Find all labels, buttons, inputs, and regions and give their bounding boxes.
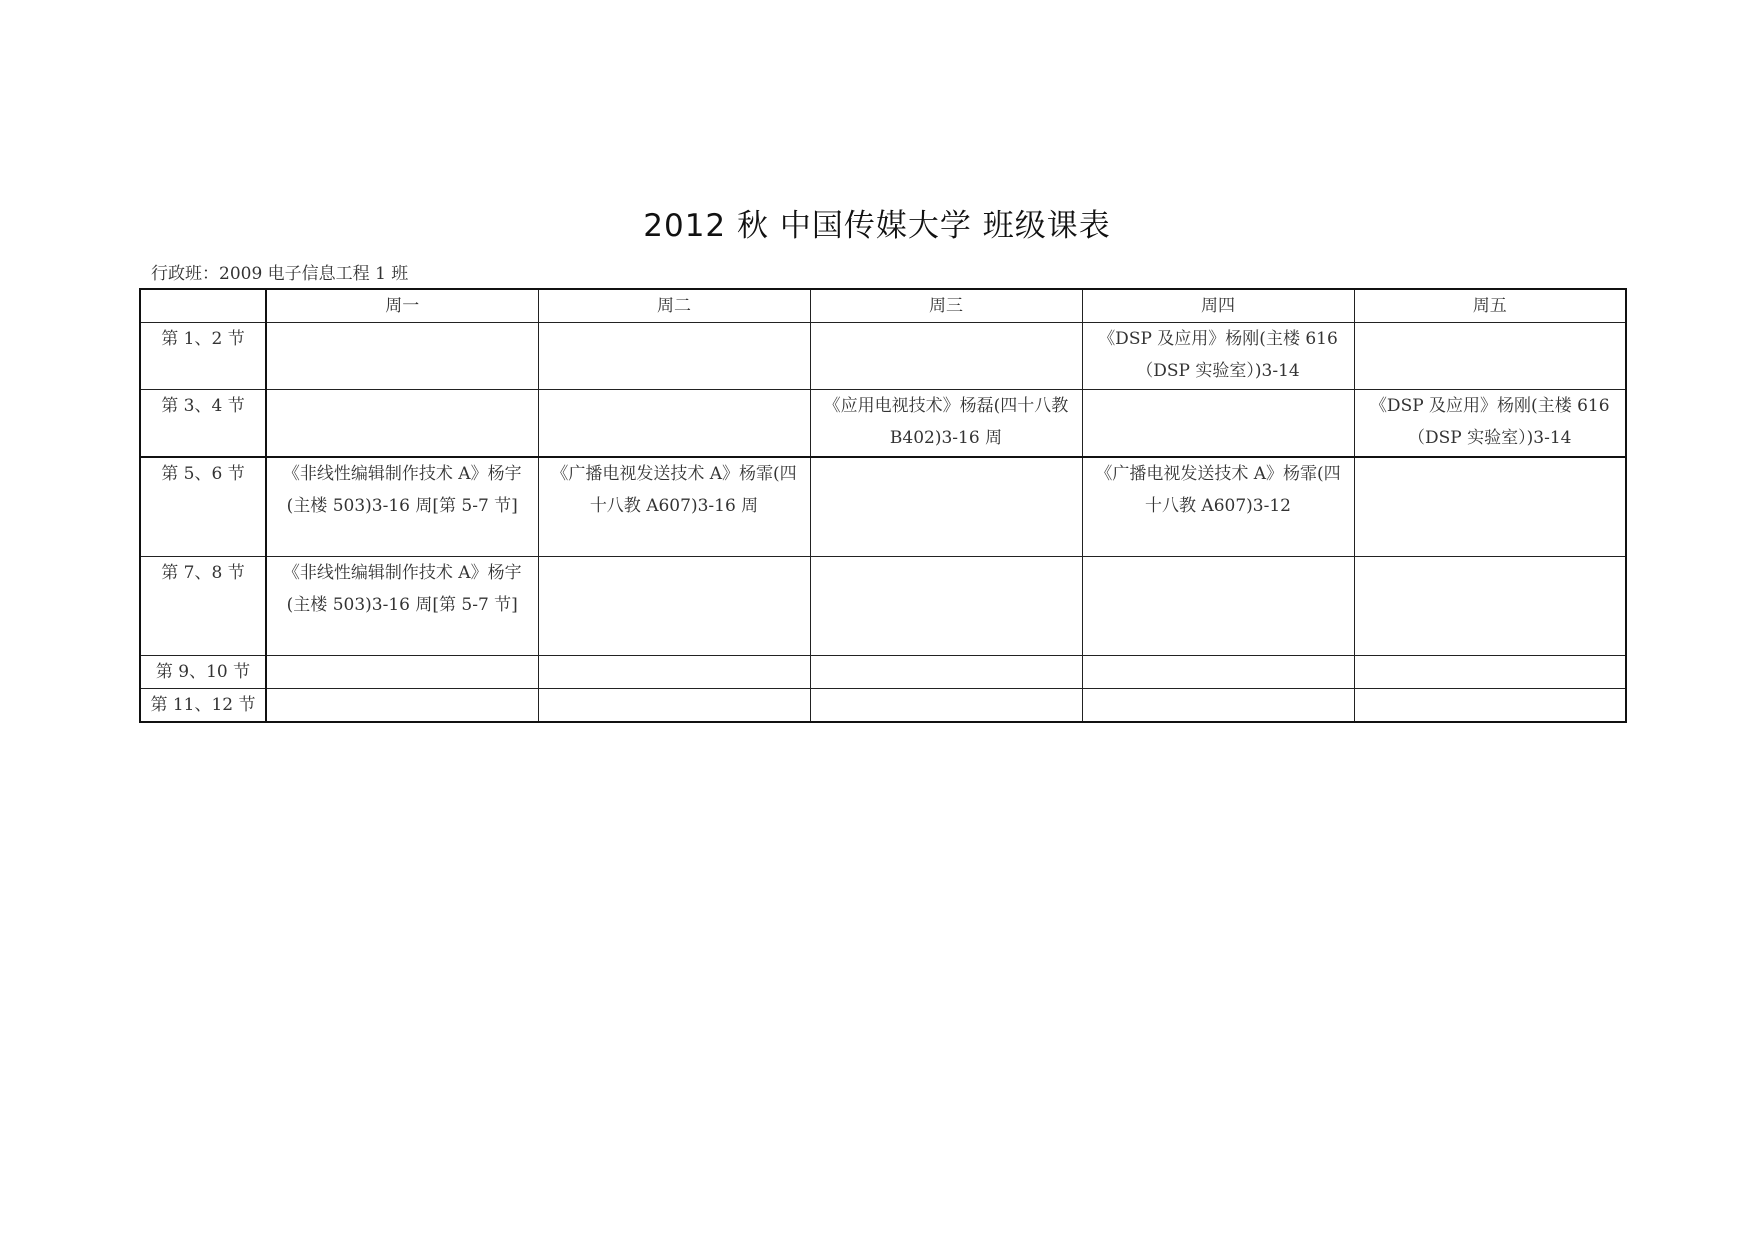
table-cell [1082,557,1354,656]
table-cell [538,323,810,390]
table-cell [538,689,810,723]
table-cell [810,689,1082,723]
day-header-mon: 周一 [266,289,538,323]
table-cell: 《广播电视发送技术 A》杨霏(四十八教 A607)3-12 [1082,457,1354,557]
table-cell [810,557,1082,656]
day-header-wed: 周三 [810,289,1082,323]
table-row [140,323,1626,390]
period-label: 第 9、10 节 [140,656,266,689]
day-header-thu: 周四 [1082,289,1354,323]
table-cell [538,557,810,656]
table-row [140,689,1626,723]
table-cell: 《应用电视技术》杨磊(四十八教 B402)3-16 周 [810,390,1082,458]
page-title: 2012 秋 中国传媒大学 班级课表 [643,208,1111,244]
period-label: 第 5、6 节 [140,457,266,557]
period-label: 第 11、12 节 [140,689,266,723]
schedule-table [139,288,1627,723]
table-cell: 《DSP 及应用》杨刚(主楼 616（DSP 实验室）)3-14 [1354,390,1626,458]
table-cell: 《非线性编辑制作技术 A》杨宇(主楼 503)3-16 周[第 5-7 节] [266,557,538,656]
period-label: 第 1、2 节 [140,323,266,390]
table-cell [1354,656,1626,689]
table-cell [266,323,538,390]
table-cell [1354,689,1626,723]
table-cell [1082,390,1354,458]
table-cell: 《非线性编辑制作技术 A》杨宇(主楼 503)3-16 周[第 5-7 节] [266,457,538,557]
table-cell [266,656,538,689]
table-row [140,457,1626,557]
table-cell [810,656,1082,689]
table-cell [1082,656,1354,689]
table-cell [266,689,538,723]
table-cell: 《DSP 及应用》杨刚(主楼 616（DSP 实验室）)3-14 [1082,323,1354,390]
day-header-fri: 周五 [1354,289,1626,323]
header-row [140,289,1626,323]
table-row [140,390,1626,458]
day-header-tue: 周二 [538,289,810,323]
table-row [140,557,1626,656]
table-cell [810,457,1082,557]
period-label: 第 3、4 节 [140,390,266,458]
table-cell: 《广播电视发送技术 A》杨霏(四十八教 A607)3-16 周 [538,457,810,557]
table-cell [810,323,1082,390]
table-cell [538,390,810,458]
period-label: 第 7、8 节 [140,557,266,656]
table-cell [1354,457,1626,557]
table-cell [538,656,810,689]
table-cell [266,390,538,458]
class-label: 行政班：2009 电子信息工程 1 班 [151,264,409,284]
table-row [140,656,1626,689]
corner-cell [140,289,266,323]
table-cell [1082,689,1354,723]
table-cell [1354,323,1626,390]
table-cell [1354,557,1626,656]
